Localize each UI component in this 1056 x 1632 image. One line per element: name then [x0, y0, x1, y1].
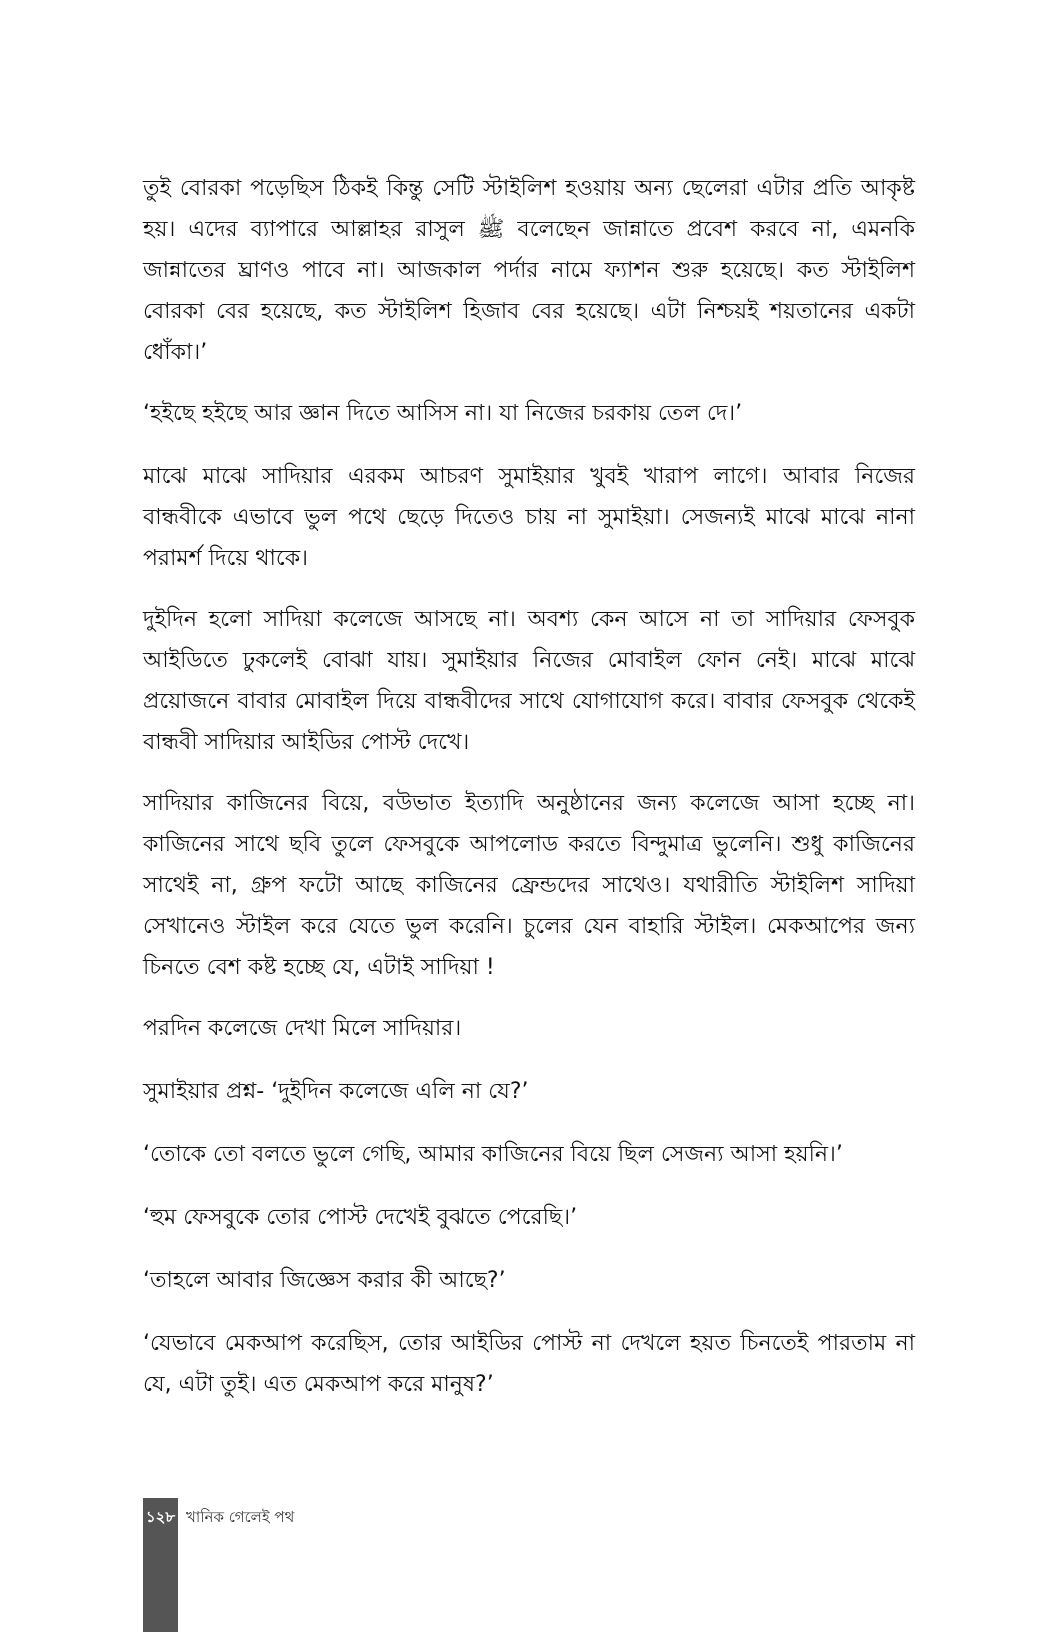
- paragraph: সাদিয়ার কাজিনের বিয়ে, বউভাত ইত্যাদি অনুষ্ঠানের জন্য কলেজে আসা হচ্ছে না। কাজিনের সাথে ছবি তুলে ফেসবুকে আপলোড করতে বিন্দুমাত্র ভুলেনি। শুধু কাজিনের সাথেই না, গ্রুপ ফটো আছে কাজিনের ফ্রেন্ডদের সাথেও। যথারীতি স্টাইলিশ সাদিয়া সেখানেও স্টাইল করে যেতে ভুল করেনি। চুলের যেন বাহারি স্টাইল। মেকআপের জন্য চিনতে বেশ কষ্ট হচ্ছে যে, এটাই সাদিয়া !: [143, 791, 915, 980]
- running-title: খানিক গেলেই পথ: [186, 1508, 295, 1526]
- paragraph: সুমাইয়ার প্রশ্ন- ‘দুইদিন কলেজে এলি না যে?’: [143, 1079, 529, 1104]
- page-number: ১২৮: [145, 1508, 176, 1526]
- paragraph: ‘যেভাবে মেকআপ করেছিস, তোর আইডির পোস্ট না দেখলে হয়ত চিনতেই পারতাম না যে, এটা তুই। এত মেকআপ করে মানুষ?’: [143, 1331, 915, 1397]
- paragraph: ‘হুম ফেসবুকে তোর পোস্ট দেখেই বুঝতে পেরেছি।’: [143, 1205, 578, 1230]
- paragraph: তুই বোরকা পড়েছিস ঠিকই কিন্তু সেটি স্টাইলিশ হওয়ায় অন্য ছেলেরা এটার প্রতি আকৃষ্ট হয়। এদের ব্যাপারে আল্লাহর রাসুল ﷺ বলেছেন জান্নাতে প্রবেশ করবে না, এমনকি জান্নাতের ঘ্রাণও পাবে না। আজকাল পর্দার নামে ফ্যাশন শুরু হয়েছে। কত স্টাইলিশ বোরকা বের হয়েছে, কত স্টাইলিশ হিজাব বের হয়েছে। এটা নিশ্চয়ই শয়তানের একটা ধোঁকা।’: [143, 176, 915, 365]
- paragraph: ‘তাহলে আবার জিজ্ঞেস করার কী আছে?’: [143, 1268, 506, 1293]
- paragraph: দুইদিন হলো সাদিয়া কলেজে আসছে না। অবশ্য কেন আসে না তা সাদিয়ার ফেসবুক আইডিতে ঢুকলেই বোঝা যায়। সুমাইয়ার নিজের মোবাইল ফোন নেই। মাঝে মাঝে প্রয়োজনে বাবার মোবাইল দিয়ে বান্ধবীদের সাথে যোগাযোগ করে। বাবার ফেসবুক থেকেই বান্ধবী সাদিয়ার আইডির পোস্ট দেখে।: [143, 607, 915, 755]
- page-body: [143, 168, 915, 1425]
- paragraph: ‘তোকে তো বলতে ভুলে গেছি, আমার কাজিনের বিয়ে ছিল সেজন্য আসা হয়নি।’: [143, 1142, 843, 1167]
- paragraph: মাঝে মাঝে সাদিয়ার এরকম আচরণ সুমাইয়ার খুবই খারাপ লাগে। আবার নিজের বান্ধবীকে এভাবে ভুল পথে ছেড়ে দিতেও চায় না সুমাইয়া। সেজন্যই মাঝে মাঝে নানা পরামর্শ দিয়ে থাকে।: [143, 464, 915, 571]
- paragraph: পরদিন কলেজে দেখা মিলে সাদিয়ার।: [143, 1016, 462, 1041]
- paragraph: ‘হইছে হইছে আর জ্ঞান দিতে আসিস না। যা নিজের চরকায় তেল দে।’: [143, 401, 743, 426]
